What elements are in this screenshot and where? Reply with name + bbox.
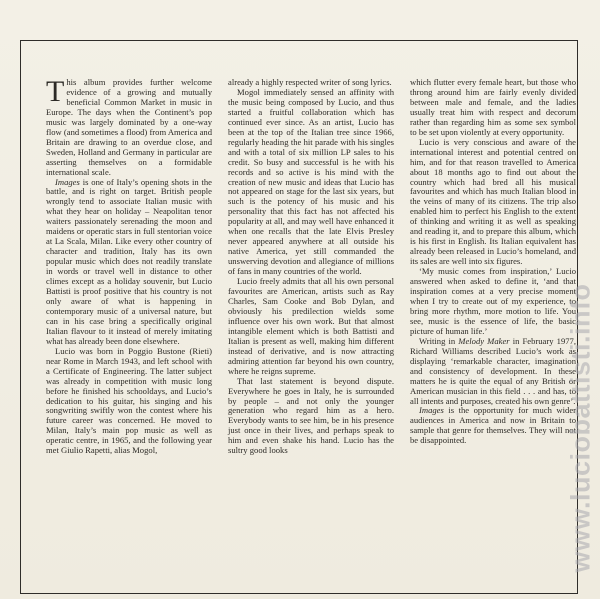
article-columns [46,75,576,593]
paragraph [46,347,212,456]
paragraph-text: in February 1977, Richard Williams described Lucio’s work as displaying ‘remarkable character, imagination and consistency of development. In these matters he is quite the equal of any British or American musician in this field . . . and has, to all intents and purposes, created his own genre’. [410,335,576,406]
paragraph [410,138,576,267]
paragraph-text: ‘My music comes from inspiration,’ Lucio answered when asked to define it, ‘and that inspiration comes at a very precise moment when I try to create out of my experience, to bring more rhythm, more motion to life. You see, music is the essence of life, the basic picture of human life.’ [410,266,576,336]
paragraph [410,337,576,407]
website-watermark [564,268,598,588]
paragraph-text: which flutter every female heart, but those who throng around him are fairly evenly divided between male and female, and the ladies usually treat him with respect and decorum rather than regarding him as some sex symbol to be set upon violently at every opportunity. [410,77,576,137]
paragraph [410,406,576,446]
paragraph [228,88,394,277]
paragraph [410,267,576,337]
watermark-text: www.luciobattisti.info [565,283,596,573]
paragraph [228,377,394,457]
paragraph-text: Mogol immediately sensed an affinity with the music being composed by Lucio, and thus started a fruitful collaboration which has continued ever since. As an artist, Lucio has been at the top of the Italian tree since 1966, regularly heading the hit parade with his singles and with a total of six million LP sales to his credit. So busy and successful is he with his records and so active is his mind with the creation of new music and ideas that Lucio has not appeared on stage for the last six years, but such is the potency of his music and his personality that this fact has not affected his popularity at all, and may well have enhanced it when one recalls that the late Elvis Presley never appeared anywhere at all outside his native America, yet still commanded the unswerving devotion and allegiance of millions of fans in many countries of the world. [228,86,394,277]
column-1 [46,75,212,593]
paragraph-text: Lucio was born in Poggio Bustone (Rieti) near Rome in March 1943, and left school with a Certificate of Engineering. The latter subject was already in competition with music long before he finished his schooldays, and Lucio’s dedication to his guitar, his singing and his songwriting swiftly won the contest where his future career was concerned. He moved to Milan, Italy’s main pop music as well as operatic centre, in 1965, and the following year met Giulio Rapetti, alias Mogol, [46,345,212,456]
paragraph-text: his album provides further welcome evidence of a growing and mutually beneficial Common Market in music in Europe. The days when the Continent’s pop music was largely dominated by a one-way flow (and sometimes a flood) from America and Britain are drawing to an overdue close, and Sweden, Holland and Germany in particular are asserting themselves on a formidable international scale. [46,77,212,177]
column-3 [410,78,576,593]
paragraph [228,277,394,377]
paragraph-text: Lucio freely admits that all his own personal favourites are American, artists such as Ray Charles, Sam Cooke and Bob Dylan, and obviously his predilection wields some influence over his own work. But that almost intangible element which is both Battisti and Italian is present as well, making him different instead of derivative, and is now attracting admiring attention far beyond his own country, where he reigns supreme. [228,276,394,376]
album-title-italic: Images [419,405,444,416]
paragraph-text: is one of Italy’s opening shots in the battle, and is right on target. British people wrongly tend to associate Italian music with what they hear on holiday – Neapolitan tenor waiters passionately serenading the moon and maidens or operatic stars in full stentorian voice at La Scala, Milan. Like every other country of character and tradition, Italy has its own popular music which does not readily translate in words or travel well in distance to other climes except as a holiday souvenir, but Lucio Battisti is proof positive that his country is not only aware of what is happening in contemporary music of a universal nature, but can in his case bring a specifically original Italian flavour to it instead of merely imitating what has already been done elsewhere. [46,176,212,346]
paragraph-text: That last statement is beyond dispute. Everywhere he goes in Italy, he is surrounded by people – and not only the younger generation who regard him as a hero. Everybody wants to see him, be in his presence just once in their lives, and perhaps speak to him and even shake his hand. Lucio has the sultry good looks [228,375,394,456]
paragraph [46,178,212,347]
paragraph-text: is the opportunity for much wider audiences in America and now in Britain to sample that genre for themselves. They will not be disappointed. [410,405,576,446]
drop-cap: T [46,75,65,108]
album-title-italic: Images [55,176,80,187]
column-2 [228,78,394,593]
paragraph [410,78,576,138]
paragraph-lead: Writing in [419,335,456,346]
magazine-title-italic: Melody Maker [458,335,510,346]
paragraph-text: Lucio is very conscious and aware of the international interest and potential centred on him, and for that reason travelled to America about 18 months ago to find out about the country which had bred all his musical favourites and which has much Italian blood in the veins of many of its citizens. The trip also enabled him to perfect his English to the extent of thinking and writing it as well as speaking and reading it, and to prepare this album, which is his first in English. Its Italian equivalent has already been released in Lucio’s homeland, and its sales are well into six figures. [410,136,576,267]
paragraph-text: already a highly respected writer of song lyrics. [228,77,392,87]
paragraph [46,75,212,178]
